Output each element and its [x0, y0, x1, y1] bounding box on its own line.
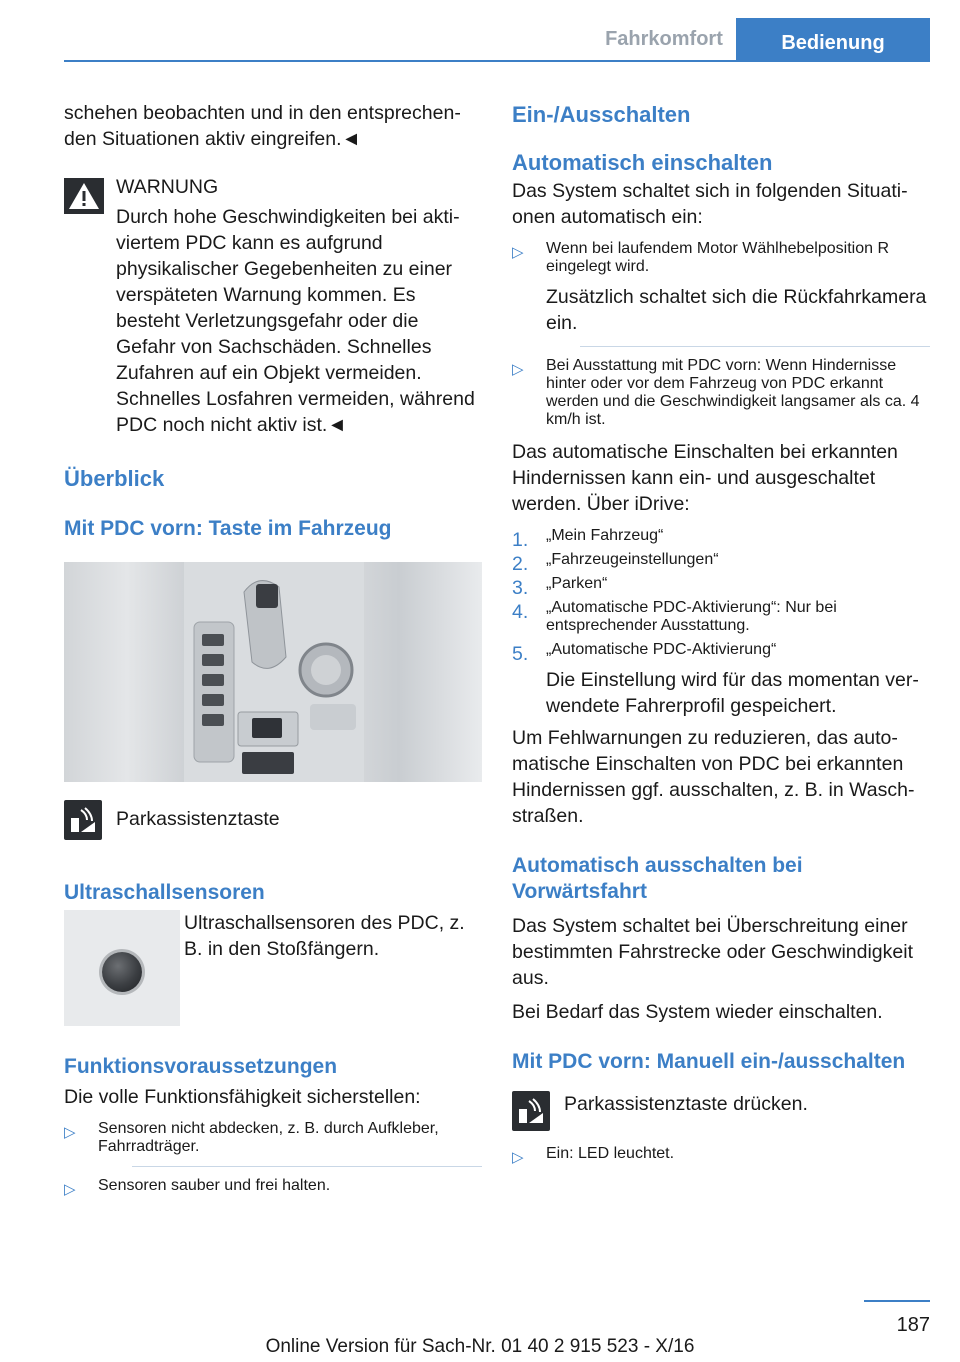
heading-overview: Überblick: [64, 466, 165, 491]
list-item-text: Bei Ausstattung mit PDC vorn: Wenn Hindernisse hinter oder vor dem Fahrzeug von PDC erkannt werden und die Geschwindigkeit langsamer als ca. 4 km/h ist.: [546, 357, 920, 428]
right-column: [512, 100, 930, 1173]
list-item: [64, 1120, 482, 1167]
auto-off-text: Das System schaltet bei Überschreitung einer bestimmten Fahrstrecke oder Geschwindigkeit aus.: [512, 915, 913, 989]
chapter-tab[interactable]: Bedienung: [736, 18, 930, 62]
warning-text-content: Durch hohe Geschwindigkeiten bei aktiviertem PDC kann es aufgrund physikalischer Gegebenheiten zu einer verspäteten Warnung kommen. Es besteht Verletzungsgefahr oder die Gefahr von Sachschäden. Schnelles Zufahren auf ein Objekt vermeiden. Schnelles Losfahren vermeiden, während PDC noch nicht aktiv ist.◄: [116, 206, 475, 436]
step-number: 5.: [512, 643, 529, 665]
parking-assist-icon[interactable]: [512, 1091, 550, 1131]
step-item: [512, 527, 930, 551]
list-item-text: Wenn bei laufendem Motor Wählhebelposition R eingelegt wird.: [546, 240, 890, 275]
step-text[interactable]: „Automatische PDC-Aktivierung“: [546, 641, 777, 658]
step-item: [512, 551, 930, 575]
pdc-button-label: Parkassistenztaste: [116, 808, 280, 830]
requirements-intro: Die volle Funktionsfähigkeit sicherstellen:: [64, 1086, 421, 1108]
sensor-block: [64, 910, 482, 1026]
list-separator: [580, 346, 930, 347]
sensor-photo: [64, 910, 180, 1026]
warning-title: WARNUNG: [116, 176, 219, 198]
heading-auto-on: Automatisch einschalten: [512, 150, 773, 175]
idrive-intro: Das automatische Einschalten bei erkannten Hindernissen kann ein- und ausgeschaltet werden. Über iDrive:: [512, 441, 898, 515]
page-header: [0, 0, 960, 64]
list-item-text: Ein: LED leuchtet.: [546, 1145, 675, 1162]
auto-on-list: [512, 240, 930, 429]
step-item: [512, 641, 930, 719]
heading-manual: Mit PDC vorn: Manuell ein-/ausschalten: [512, 1050, 906, 1073]
list-item: [512, 357, 930, 429]
pdc-button-row: [64, 800, 482, 840]
page-number: 187: [896, 1314, 930, 1336]
warning-text: [64, 204, 482, 438]
step-number: 4.: [512, 601, 529, 623]
idrive-steps: [512, 527, 930, 719]
manual-button-row: [512, 1091, 930, 1131]
step-item: [512, 575, 930, 599]
auto-on-intro: Das System schaltet sich in folgenden Situationen automatisch ein:: [512, 180, 908, 228]
section-label[interactable]: Fahrkomfort: [605, 28, 723, 50]
manual-list: [512, 1145, 930, 1163]
step-text[interactable]: „Fahrzeugeinstellungen“: [546, 551, 719, 568]
list-item-extra: Zusätzlich schaltet sich die Rückfahrkamera ein.: [546, 286, 927, 334]
warning-icon: [64, 178, 104, 214]
list-item: [64, 1177, 482, 1195]
list-item: [512, 1145, 930, 1163]
heading-pdc-front: Mit PDC vorn: Taste im Fahrzeug: [64, 517, 392, 540]
header-rule: [64, 60, 930, 62]
warning-block: [64, 174, 482, 438]
intro-text: schehen beobachten und in den entsprechenden Situationen aktiv eingreifen.◄: [64, 102, 461, 150]
online-version-note: Online Version für Sach-Nr. 01 40 2 915 523 - X/16: [265, 1336, 695, 1357]
footer-rule: [864, 1300, 930, 1302]
auto-off-text-2: Bei Bedarf das System wieder einschalten.: [512, 1001, 883, 1023]
center-console-photo: [64, 562, 482, 782]
false-alarm-text: Um Fehlwarnungen zu reduzieren, das automatische Einschalten von PDC bei erkannten Hindernissen ggf. ausschalten, z. B. in Waschstraßen.: [512, 727, 915, 827]
step-text[interactable]: „Automatische PDC-Aktivierung“: Nur bei entsprechender Ausstattung.: [546, 599, 837, 634]
step-extra: Die Einstellung wird für das momentan verwendete Fahrerprofil gespeichert.: [546, 669, 919, 717]
step-item: [512, 599, 930, 635]
sensor-text: Ultraschallsensoren des PDC, z. B. in den Stoßfängern.: [184, 912, 465, 960]
list-item-text: Sensoren nicht abdecken, z. B. durch Aufkleber, Fahrradträger.: [98, 1120, 439, 1155]
step-text[interactable]: „Parken“: [546, 575, 608, 592]
step-number: 1.: [512, 529, 529, 551]
manual-text: Parkassistenztaste drücken.: [564, 1093, 808, 1115]
list-item: [512, 240, 930, 347]
sensor-dot: [102, 952, 142, 992]
list-separator: [132, 1166, 482, 1167]
heading-sensors: Ultraschallsensoren: [64, 881, 265, 904]
list-item-text: Sensoren sauber und frei halten.: [98, 1177, 331, 1194]
step-text[interactable]: „Mein Fahrzeug“: [546, 527, 664, 544]
left-column: [64, 100, 482, 1205]
heading-onoff: Ein-/Ausschalten: [512, 102, 691, 127]
parking-assist-icon[interactable]: [64, 800, 102, 840]
heading-requirements: Funktionsvoraussetzungen: [64, 1055, 338, 1078]
requirements-list: [64, 1120, 482, 1195]
console-illustration: [64, 562, 482, 782]
heading-auto-off: Automatisch ausschalten bei Vorwärtsfahrt: [512, 854, 803, 903]
step-number: 3.: [512, 577, 529, 599]
step-number: 2.: [512, 553, 529, 575]
